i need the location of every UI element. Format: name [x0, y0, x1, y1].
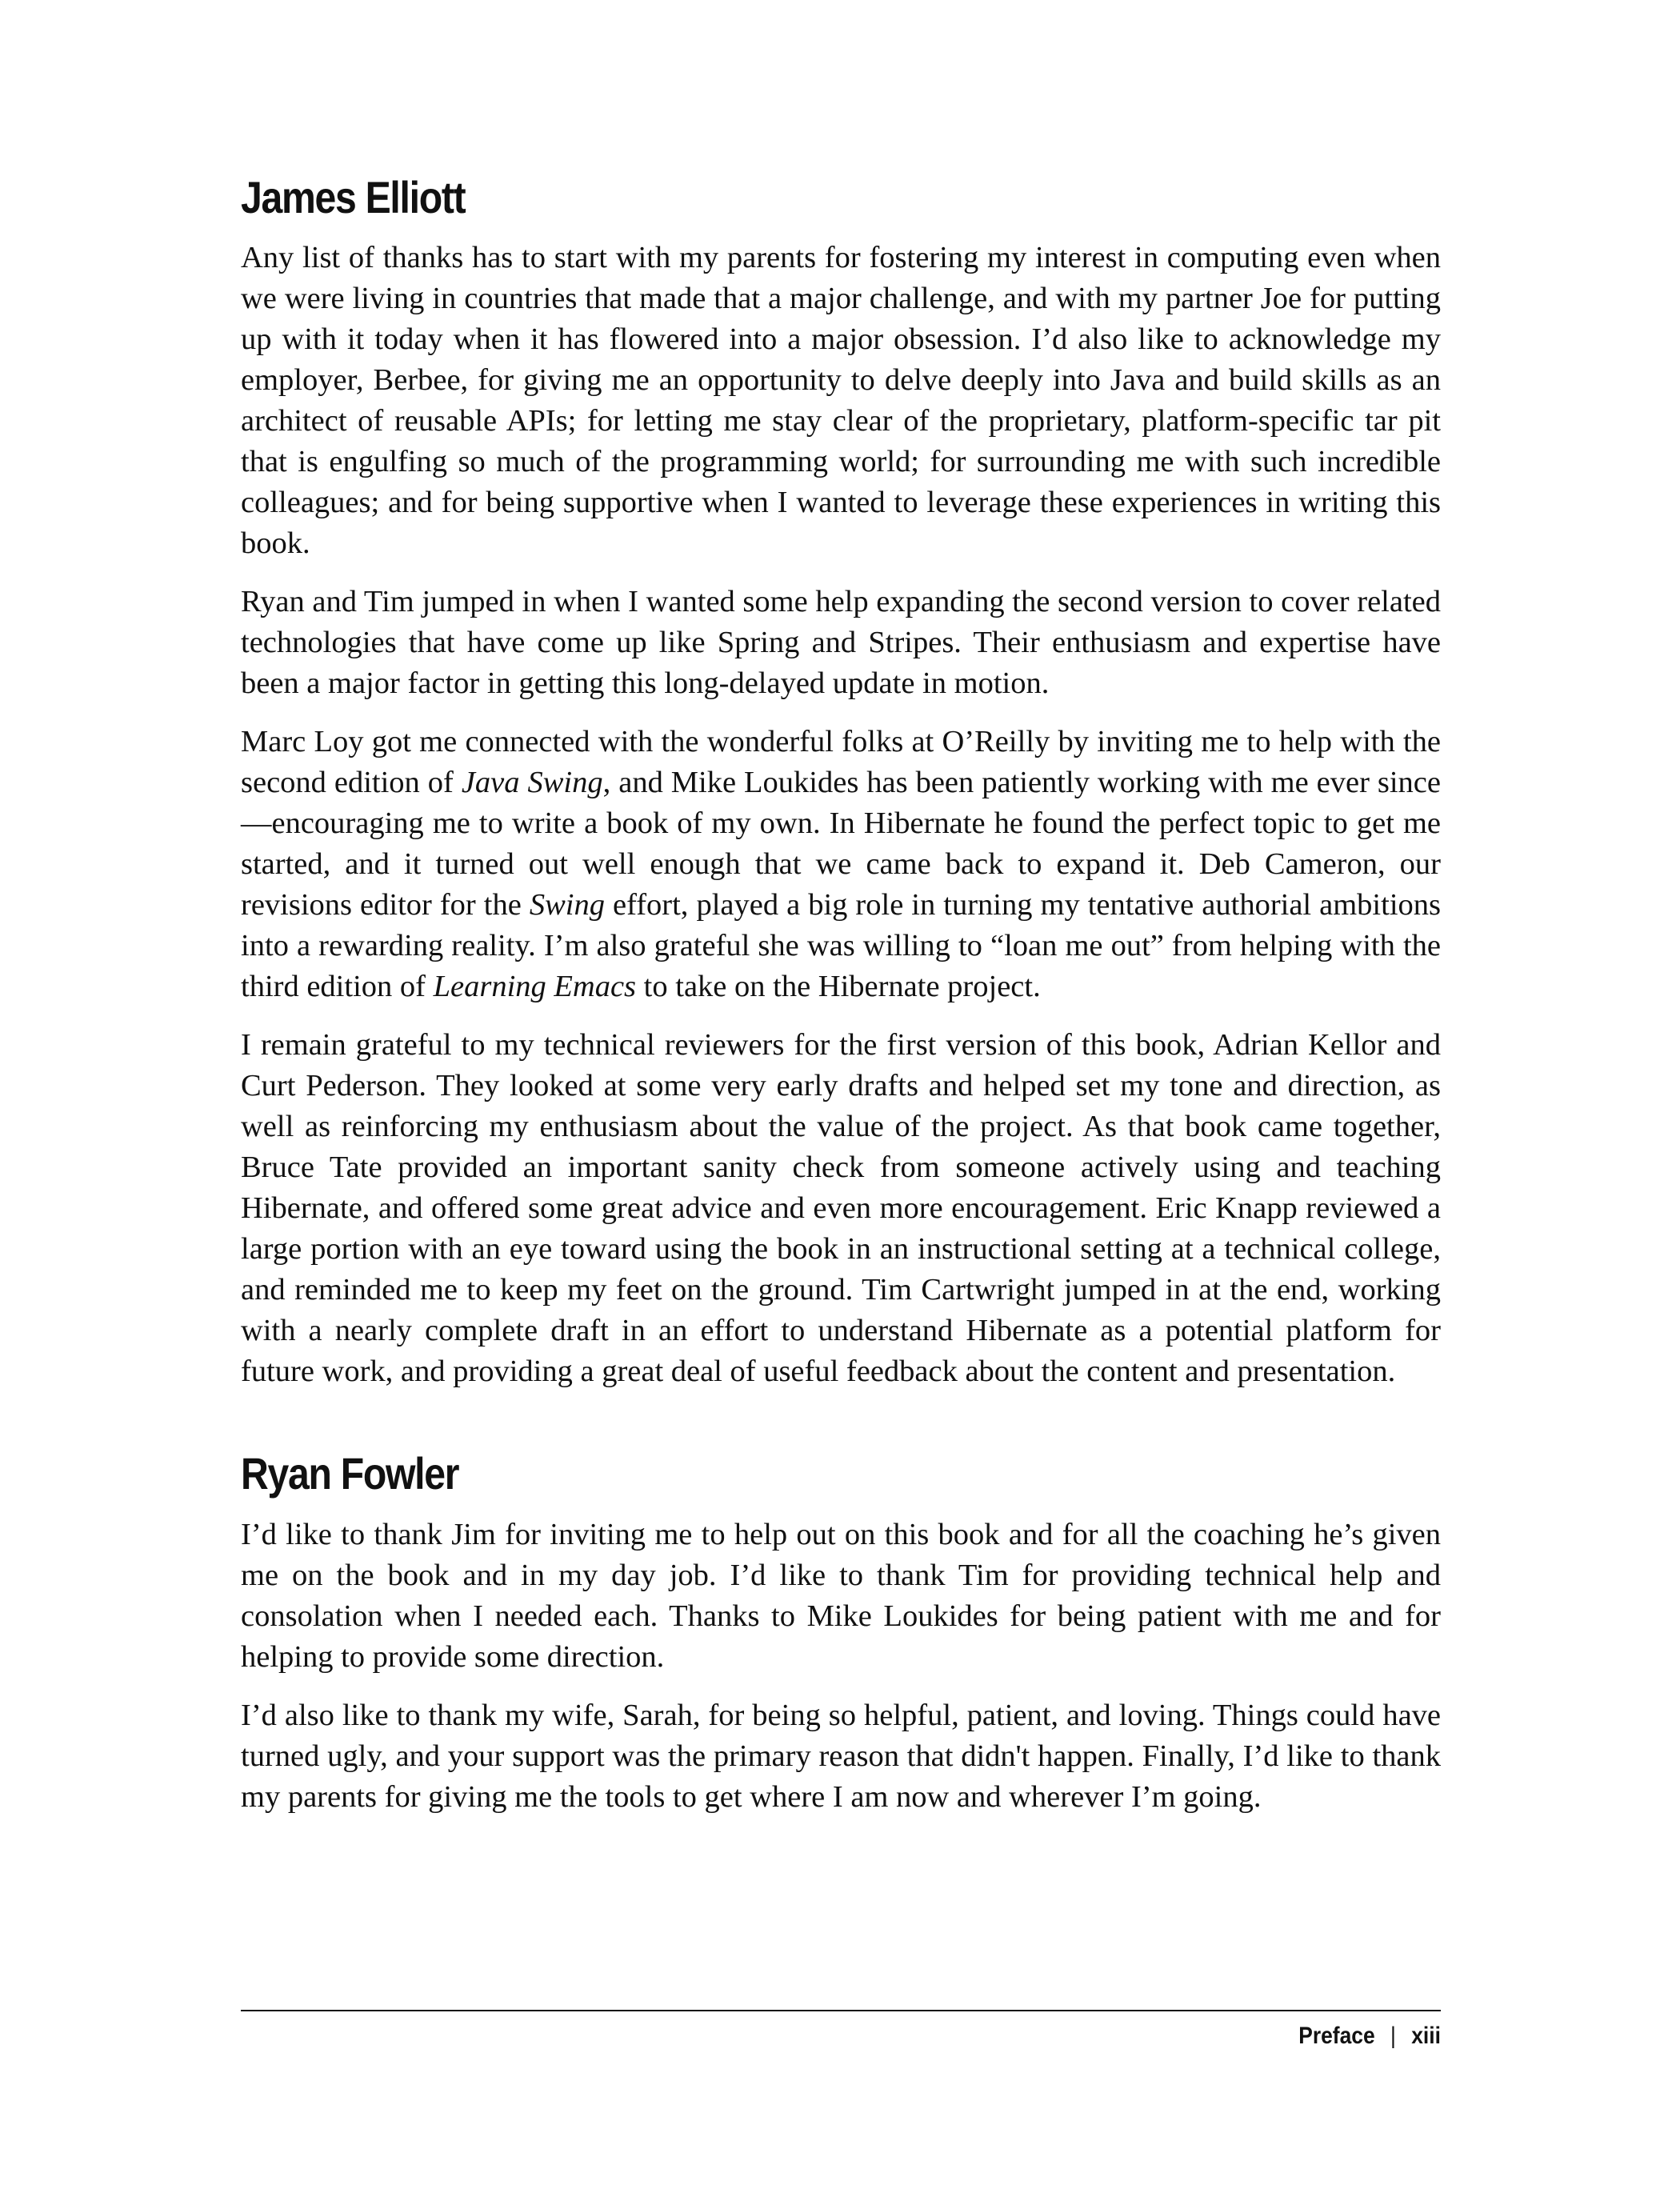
text-run: I remain grateful to my technical reviewers for the first version of this book, Adrian Kellor and Curt Pederson. They looked at some very early drafts and helped set my tone and direction, as well as reinforcing my enthusiasm about the value of the project. As that book came together, Bruce Tate provided an important sanity check from someone actively using and teaching Hibernate, and offered some great advice and even more encouragement. Eric Knapp reviewed a large portion with an eye toward using the book in an instructional setting at a technical college, and reminded me to keep my feet on the ground. Tim Cartwright jumped in at the end, working with a nearly complete draft in an effort to understand Hibernate as a potential platform for future work, and providing a great deal of useful feedback about the content and presentation. — [241, 1028, 1441, 1389]
text-run: Marc Loy got me connected with the wonderful folks at O’Reilly by inviting me to help with the second edition of — [241, 725, 1441, 800]
footer-rule — [241, 2010, 1441, 2011]
page-content — [241, 172, 1441, 1835]
page-number: xiii — [1411, 2023, 1441, 2049]
book-title-learning-emacs: Learning Emacs — [433, 970, 637, 1004]
section-ryan-fowler — [241, 1448, 1441, 1817]
section-heading: James Elliott — [241, 172, 466, 222]
paragraph — [241, 582, 1441, 704]
paragraph — [241, 722, 1441, 1007]
text-run: Any list of thanks has to start with my parents for fostering my interest in computing even when we were living in countries that made that a major challenge, and with my partner Joe for putting up with it today when it has flowered into a major obsession. I’d also like to acknowledge my employer, Berbee, for giving me an opportunity to delve deeply into Java and build skills as an architect of reusable APIs; for letting me stay clear of the proprietary, platform-specific tar pit that is engulfing so much of the programming world; for surrounding me with such incredible colleagues; and for being supportive when I wanted to leverage these experiences in writing this book. — [241, 241, 1441, 561]
text-run: I’d also like to thank my wife, Sarah, for being so helpful, patient, and loving. Things could have turned ugly, and your support was the primary reason that didn't happen. Finally, I’d like to thank my parents for giving me the tools to get where I am now and wherever I’m going. — [241, 1698, 1441, 1814]
book-title-java-swing: Java Swing — [461, 766, 603, 800]
text-run: , and Mike Loukides has been patiently working with me ever since—encouraging me to write a book of my own. In Hibernate he found the perfect topic to get me started, and it turned out well enough that we came back to expand it. Deb Cameron, our revisions editor for the — [241, 766, 1441, 922]
section-heading: Ryan Fowler — [241, 1448, 459, 1499]
text-run: I’d like to thank Jim for inviting me to help out on this book and for all the coaching he’s given me on the book and in my day job. I’d like to thank Tim for providing technical help and consolation when I needed each. Thanks to Mike Loukides for being patient with me and for helping to provide some direction. — [241, 1517, 1441, 1674]
footer-separator: | — [1390, 2023, 1396, 2049]
footer-section-name: Preface — [1298, 2023, 1375, 2049]
book-title-swing: Swing — [529, 888, 605, 922]
paragraph — [241, 1515, 1441, 1678]
paragraph — [241, 1025, 1441, 1392]
text-run: Ryan and Tim jumped in when I wanted some help expanding the second version to cover related technologies that have come up like Spring and Stripes. Their enthusiasm and expertise have been a major factor in getting this long-delayed update in motion. — [241, 585, 1441, 701]
text-run: effort, played a big role in turning my tentative authorial ambitions into a rewarding reality. I’m also grateful she was willing to “loan me out” from helping with the third edition of — [241, 888, 1442, 1004]
paragraph — [241, 238, 1441, 564]
text-run: to take on the Hibernate project. — [636, 970, 1041, 1004]
page-footer — [1298, 2023, 1441, 2050]
paragraph — [241, 1695, 1441, 1818]
section-james-elliott — [241, 172, 1441, 1392]
